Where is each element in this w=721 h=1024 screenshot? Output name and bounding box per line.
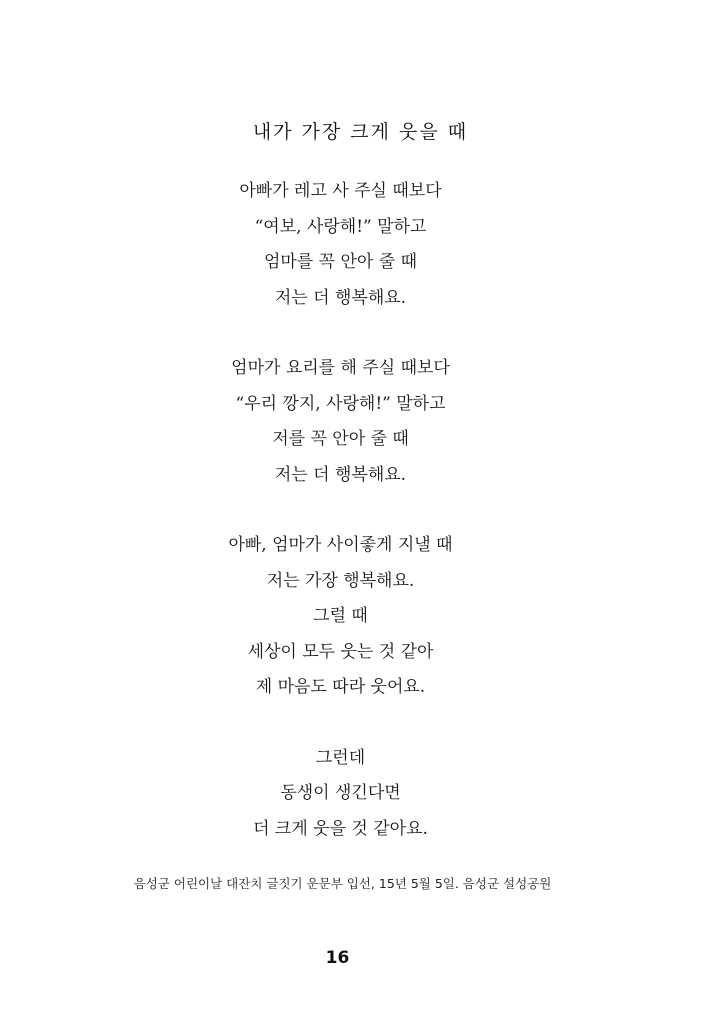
poem-body bbox=[0, 174, 681, 882]
stanza-2 bbox=[0, 351, 681, 493]
poem-line: 엄마를 꼭 안아 줄 때 bbox=[264, 252, 417, 272]
poem-line: 세상이 모두 웃는 것 같아 bbox=[247, 641, 434, 662]
stanza-1 bbox=[0, 174, 681, 316]
stanza-4 bbox=[0, 741, 681, 848]
poem-line: 저를 꼭 안아 줄 때 bbox=[272, 429, 409, 449]
poem-line: 저는 더 행복해요. bbox=[274, 464, 407, 485]
poem-line: 제 마음도 따라 웃어요. bbox=[255, 677, 426, 697]
award-caption: 음성군 어린이날 대잔치 글짓기 운문부 입선, 15년 5월 5일. 음성군 설성공원 bbox=[133, 876, 552, 891]
poem-line: 아빠가 레고 사 주실 때보다 bbox=[239, 181, 442, 201]
poem-line: “우리 깡지, 사랑해!” 말하고 bbox=[235, 393, 446, 414]
poem-line: 저는 더 행복해요. bbox=[274, 287, 407, 308]
poem-line: 엄마가 요리를 해 주실 때보다 bbox=[231, 358, 450, 378]
page-number: 16 bbox=[325, 948, 350, 968]
poem-line: 저는 가장 행복해요. bbox=[266, 570, 415, 591]
poem-line: 그럴 때 bbox=[313, 606, 368, 626]
poem-line: 그런데 bbox=[315, 747, 366, 768]
poem-line: 아빠, 엄마가 사이좋게 지낼 때 bbox=[228, 535, 453, 555]
stanza-3 bbox=[0, 528, 681, 706]
poem-title: 내가 가장 크게 웃을 때 bbox=[252, 120, 469, 143]
poem-line: 동생이 생긴다면 bbox=[280, 783, 401, 803]
poem-line: “여보, 사랑해!” 말하고 bbox=[254, 216, 427, 237]
poem-line: 더 크게 웃을 것 같아요. bbox=[253, 818, 428, 839]
